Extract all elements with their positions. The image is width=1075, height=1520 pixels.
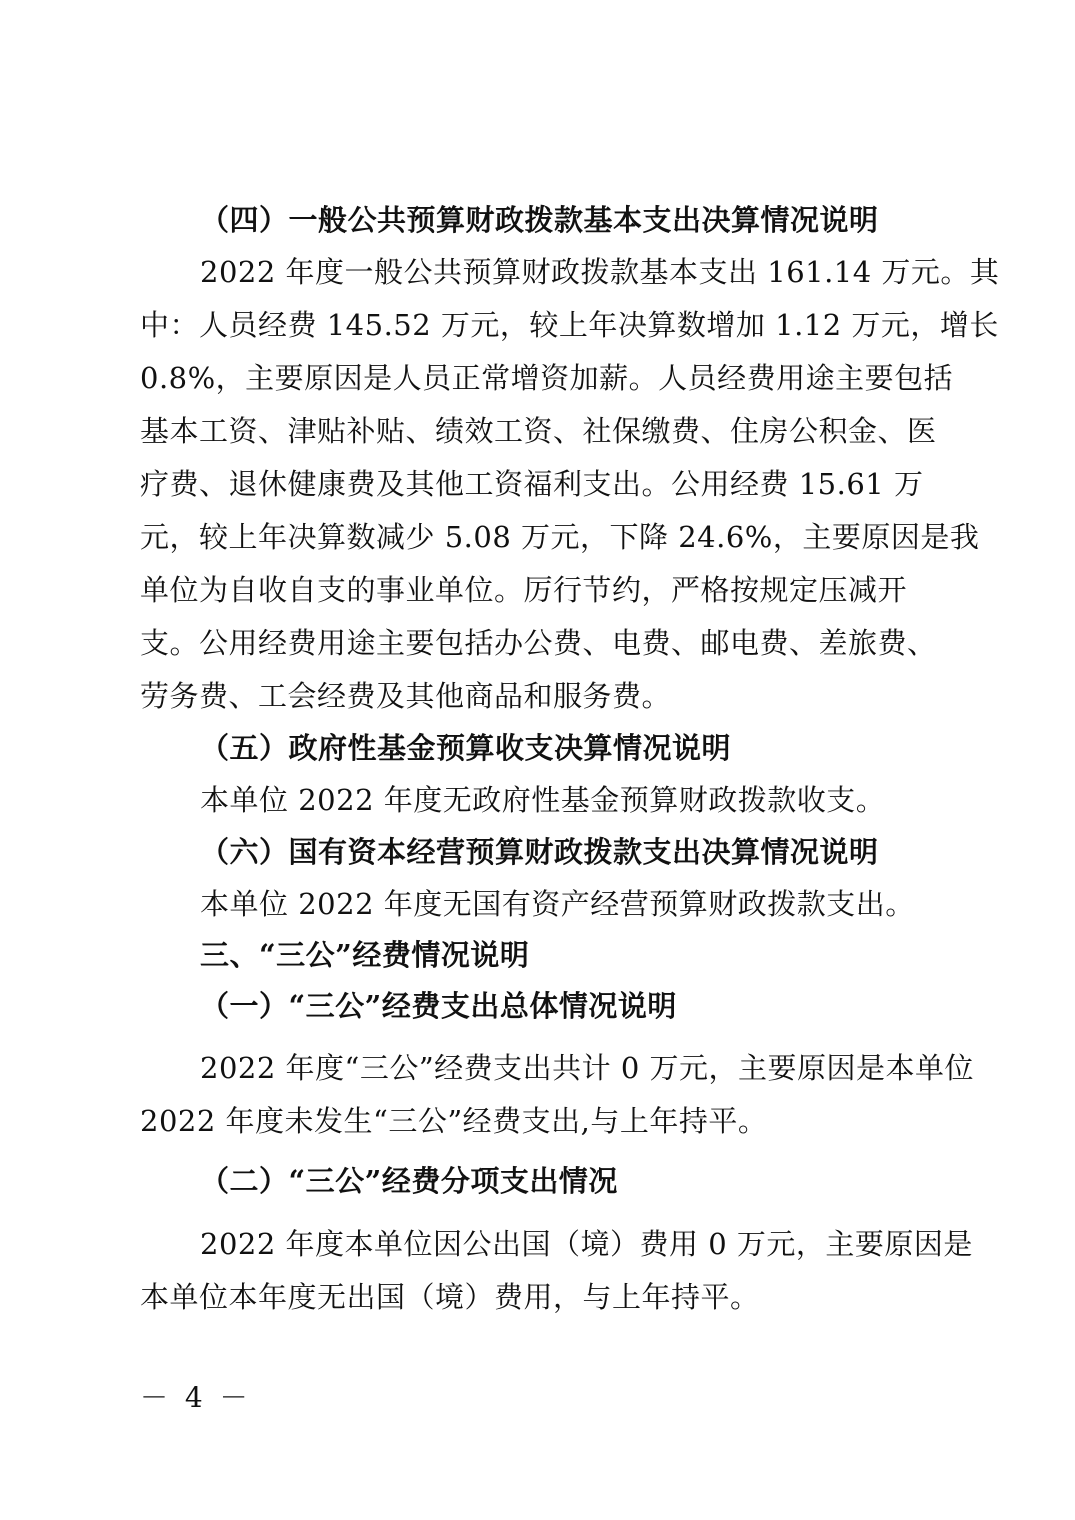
section-4-line: 中：人员经费 145.52 万元，较上年决算数增加 1.12 万元，增长 (140, 308, 999, 342)
part-3-heading: 三、“三公”经费情况说明 (200, 938, 530, 972)
section-4-line: 2022 年度一般公共预算财政拨款基本支出 161.14 万元。其 (200, 255, 1000, 289)
section-4-line: 基本工资、津贴补贴、绩效工资、社保缴费、住房公积金、医 (140, 414, 937, 448)
part-3-1-heading: （一）“三公”经费支出总体情况说明 (200, 989, 677, 1023)
part-3-1-line: 2022 年度未发生“三公”经费支出,与上年持平。 (140, 1104, 768, 1138)
section-6-heading: （六）国有资本经营预算财政拨款支出决算情况说明 (200, 835, 879, 869)
section-5-heading: （五）政府性基金预算收支决算情况说明 (200, 731, 732, 765)
section-5-text: 本单位 2022 年度无政府性基金预算财政拨款收支。 (200, 783, 886, 817)
section-4-line: 元，较上年决算数减少 5.08 万元，下降 24.6%，主要原因是我 (140, 520, 980, 554)
section-4-line: 疗费、退休健康费及其他工资福利支出。公用经费 15.61 万 (140, 467, 924, 501)
section-4-line: 支。公用经费用途主要包括办公费、电费、邮电费、差旅费、 (140, 626, 937, 660)
part-3-2-line: 本单位本年度无出国（境）费用，与上年持平。 (140, 1280, 760, 1314)
section-6-text: 本单位 2022 年度无国有资产经营预算财政拨款支出。 (200, 887, 915, 921)
section-4-line: 单位为自收自支的事业单位。厉行节约，严格按规定压减开 (140, 573, 908, 607)
section-4-line: 劳务费、工会经费及其他商品和服务费。 (140, 679, 672, 713)
part-3-2-heading: （二）“三公”经费分项支出情况 (200, 1164, 618, 1198)
section-4-heading: （四）一般公共预算财政拨款基本支出决算情况说明 (200, 203, 879, 237)
section-4-line: 0.8%，主要原因是人员正常增资加薪。人员经费用途主要包括 (140, 361, 954, 395)
part-3-1-line: 2022 年度“三公”经费支出共计 0 万元，主要原因是本单位 (200, 1051, 975, 1085)
part-3-2-line: 2022 年度本单位因公出国（境）费用 0 万元，主要原因是 (200, 1227, 973, 1261)
page-number: － 4 － (140, 1381, 252, 1414)
